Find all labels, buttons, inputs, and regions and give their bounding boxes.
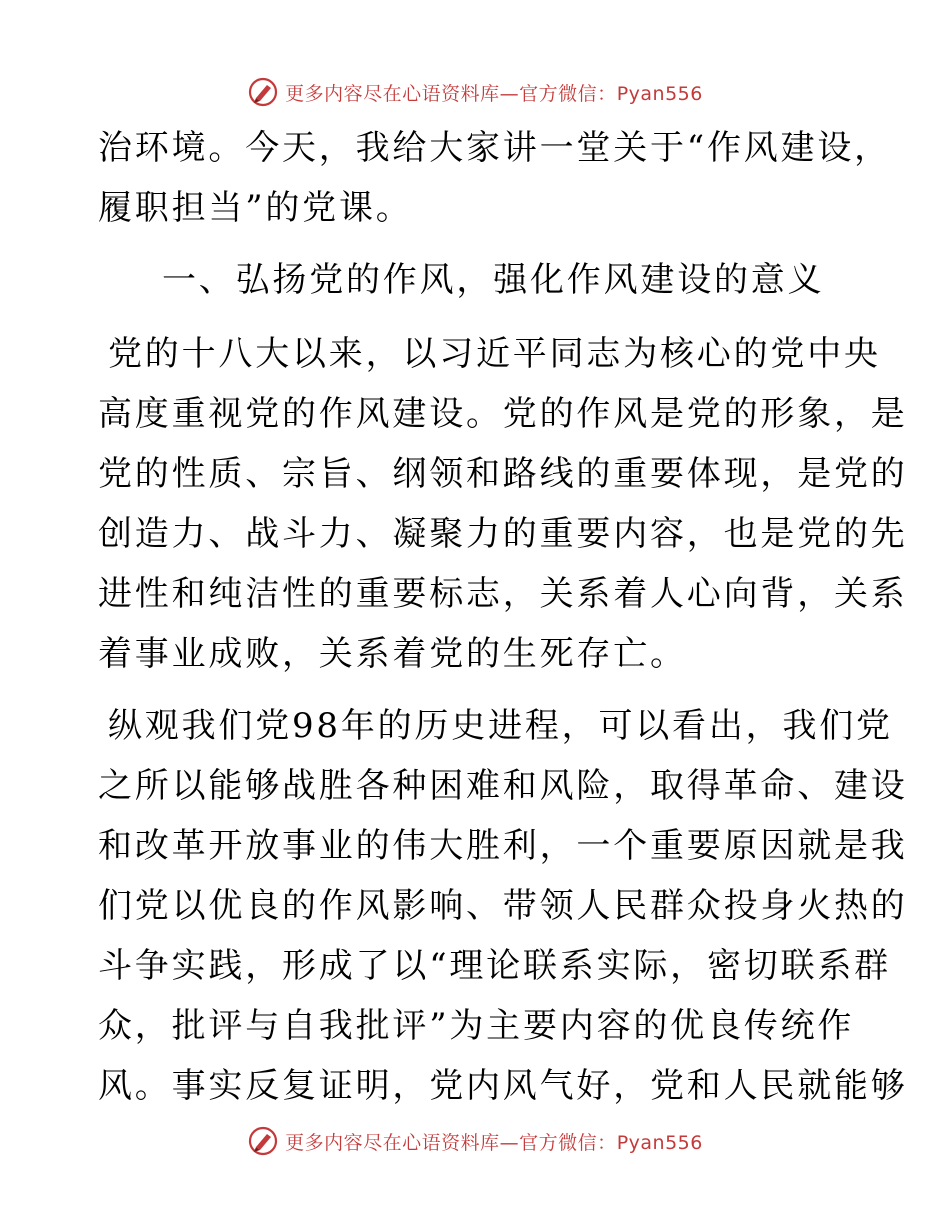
paragraph-line: 创造力、战斗力、凝聚力的重要内容，也是党的先 — [98, 514, 908, 554]
paragraph-line: 斗争实践，形成了以“理论联系实际，密切联系群 — [98, 946, 891, 986]
paragraph-line: 党的十八大以来，以习近平同志为核心的党中央 — [108, 334, 881, 374]
pen-logo-icon — [247, 76, 279, 108]
watermark-wechat-label: 官方微信： — [519, 82, 617, 105]
paragraph-line: 风。事实反复证明，党内风气好，党和人民就能够 — [98, 1066, 908, 1106]
paragraph-line: 之所以能够战胜各种困难和风险，取得革命、建设 — [98, 766, 908, 806]
watermark-main-text: 更多内容尽在心语资料库 — [285, 82, 500, 105]
paragraph-line: 进性和纯洁性的重要标志，关系着人心向背，关系 — [98, 574, 908, 614]
watermark-header — [0, 72, 950, 112]
paragraph-line: 治环境。今天，我给大家讲一堂关于“作风建设， — [98, 128, 891, 168]
watermark-text — [285, 79, 703, 106]
watermark-wechat-id: Pyan556 — [616, 82, 703, 105]
watermark-separator: — — [499, 1131, 520, 1154]
watermark-main-text: 更多内容尽在心语资料库 — [285, 1131, 500, 1154]
watermark-wechat-label: 官方微信： — [519, 1131, 617, 1154]
paragraph-line: 高度重视党的作风建设。党的作风是党的形象，是 — [98, 394, 908, 434]
watermark-wechat-id: Pyan556 — [616, 1131, 703, 1154]
watermark-separator: — — [499, 82, 520, 105]
paragraph-line: 履职担当”的党课。 — [98, 188, 413, 228]
pen-logo-icon — [247, 1125, 279, 1157]
paragraph-line: 们党以优良的作风影响、带领人民群众投身火热的 — [98, 886, 908, 926]
paragraph-line: 党的性质、宗旨、纲领和路线的重要体现，是党的 — [98, 454, 908, 494]
watermark-text — [285, 1128, 703, 1155]
watermark-footer — [0, 1121, 950, 1161]
section-heading: 一、弘扬党的作风，强化作风建设的意义 — [162, 260, 825, 300]
paragraph-line: 着事业成败，关系着党的生死存亡。 — [98, 634, 687, 674]
paragraph-line: 纵观我们党98年的历史进程，可以看出，我们党 — [108, 706, 893, 746]
paragraph-line: 众，批评与自我批评”为主要内容的优良传统作 — [98, 1006, 855, 1046]
paragraph-line: 和改革开放事业的伟大胜利，一个重要原因就是我 — [98, 826, 908, 866]
